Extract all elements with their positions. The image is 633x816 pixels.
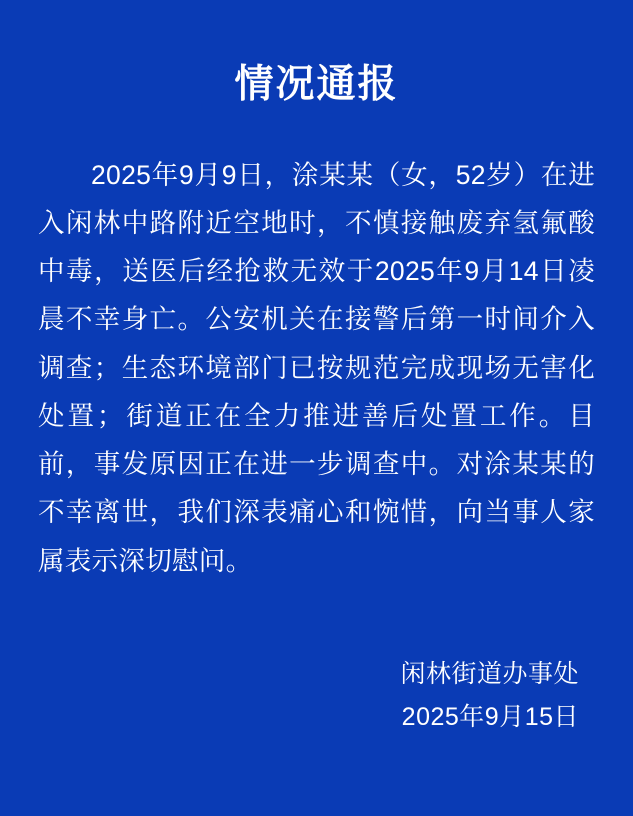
signature-issuer: 闲林街道办事处 (400, 660, 579, 688)
announcement-body: 2025年9月9日，涂某某（女，52岁）在进入闲林中路附近空地时，不慎接触废弃氢氟酸中毒，送医后经抢救无效于2025年9月14日凌晨不幸身亡。公安机关在接警后第一时间介入调查；生态环境部门已按规范完成现场无害化处置；街道正在全力推进善后处置工作。目前，事发原因正在进一步调查中。对涂某某的不幸离世，我们深表痛心和惋惜，向当事人家属表示深切慰问。 (38, 159, 595, 576)
page-title: 情况通报 (234, 63, 399, 106)
signature-date: 2025年9月15日 (401, 702, 579, 731)
signature-block (0, 653, 579, 738)
